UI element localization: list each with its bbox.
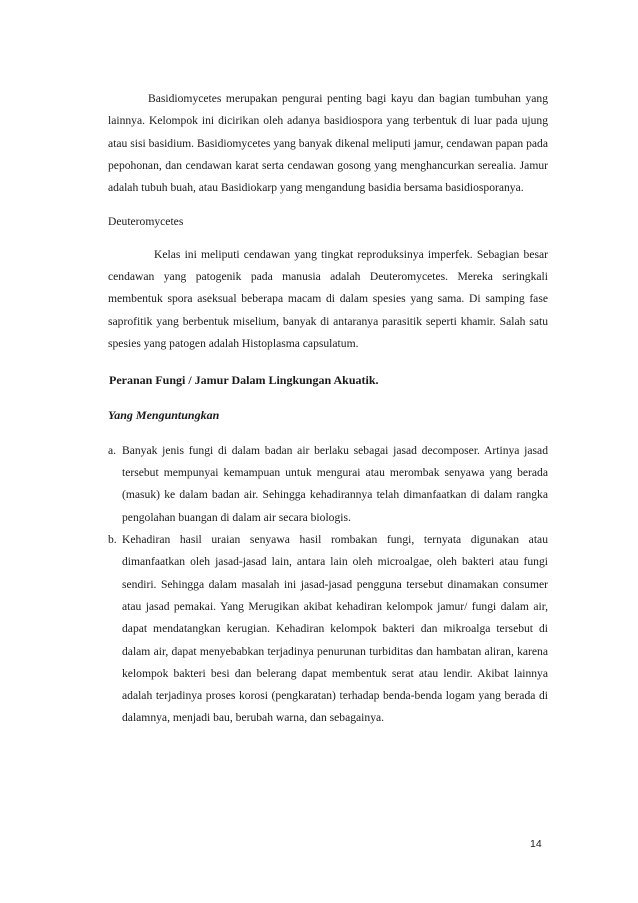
list-item-text: Banyak jenis fungi di dalam badan air berlaku sebagai jasad decomposer. Artinya jasad tersebut mempunyai kemampuan untuk mengurai atau merombak senyawa yang berada (masuk) ke dalam badan air. Sehingga kehadirannya telah dimanfaatkan di dalam rangka pengolahan buangan di dalam air secara biologis. [122,443,548,524]
list-item-text: Kehadiran hasil uraian senyawa hasil rombakan fungi, ternyata digunakan atau dimanfaatkan oleh jasad-jasad lain, antara lain oleh microalgae, oleh bakteri atau fungi sendiri. Sehingga dalam masalah ini jasad-jasad pengguna tersebut dinamakan consumer atau jasad pemakai. Yang Merugikan akibat kehadiran kelompok jamur/ fungi dalam air, dapat mendatangkan kerugian. Kehadiran kelompok bakteri dan mikroalga tersebut di dalam air, dapat menyebabkan terjadinya penurunan turbiditas dan hambatan aliran, karena kelompok bakteri besi dan belerang dapat membentuk serat atau lendir. Akibat lainnya adalah terjadinya proses korosi (pengkaratan) terhadap benda-benda logam yang berada di dalamnya, menjadi bau, berubah warna, dan sebagainya. [122,533,548,725]
page-number: 14 [530,838,542,850]
list-item [108,529,548,730]
heading-deuteromycetes: Deuteromycetes [108,215,184,229]
paragraph-deuteromycetes: Kelas ini meliputi cendawan yang tingkat reproduksinya imperfek. Sebagian besar cendawan yang patogenik pada manusia adalah Deuteromycetes. Mereka seringkali membentuk spora aseksual beberapa macam di dalam spesies yang sama. Di samping fase saprofitik yang berbentuk miselium, banyak di antaranya parasitik seperti khamir. Salah satu spesies yang patogen adalah Histoplasma capsulatum. [108,247,548,350]
benefit-list [108,440,548,730]
list-item [108,440,548,529]
heading-peranan-fungi: Peranan Fungi / Jamur Dalam Lingkungan Akuatik. [109,373,379,388]
paragraph-basidiomycetes: Basidiomycetes merupakan pengurai penting bagi kayu dan bagian tumbuhan yang lainnya. Kelompok ini dicirikan oleh adanya basidiospora yang terbentuk di luar pada ujung atau sisi basidium. Basidiomycetes yang banyak dikenal meliputi jamur, cendawan papan pada pepohonan, dan cendawan karat serta cendawan gosong yang menghancurkan serealia. Jamur adalah tubuh buah, atau Basidiokarp yang mengandung basidia bersama basidiosporanya. [108,92,548,195]
list-marker: a. [108,443,117,457]
list-marker: b. [108,533,117,547]
heading-yang-menguntungkan: Yang Menguntungkan [108,407,220,422]
